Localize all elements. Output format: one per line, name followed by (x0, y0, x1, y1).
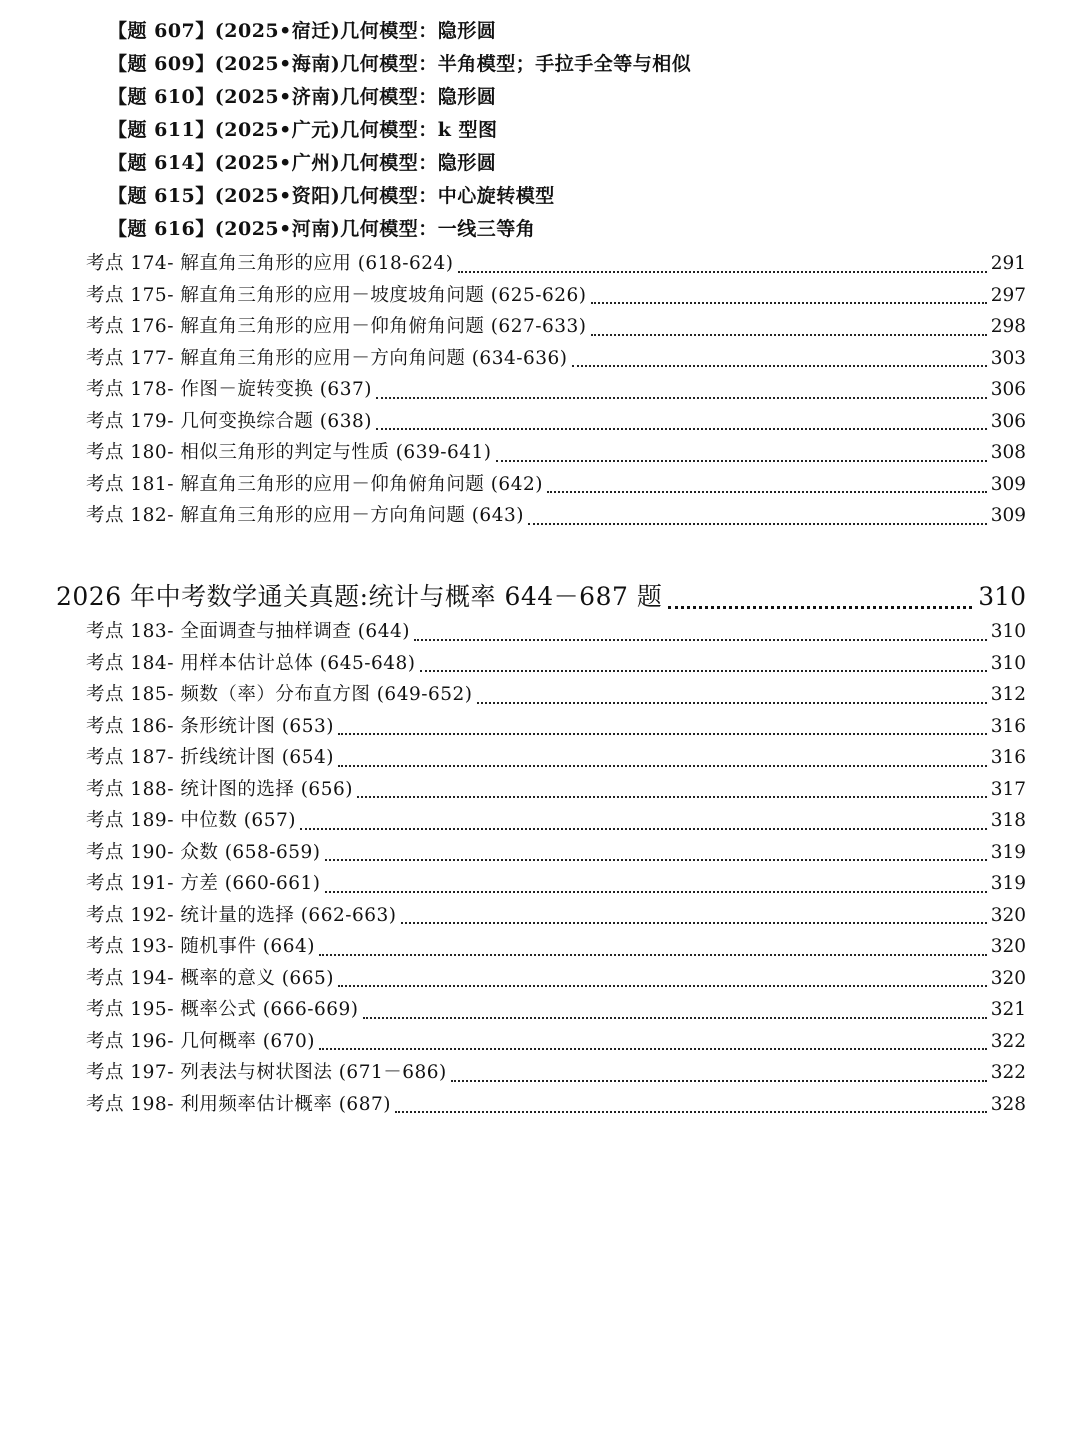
toc-entry-page: 322 (990, 1062, 1026, 1083)
problem-item: 【题 616】(2025•河南)几何模型：一线三等角 (108, 218, 536, 240)
toc-entry-title: 考点 190- 众数 (658-659) (86, 841, 321, 863)
toc-entry-page: 316 (990, 715, 1026, 737)
toc-entry[interactable] (86, 711, 1026, 743)
dot-leader (300, 828, 987, 830)
problem-item: 【题 611】(2025•广元)几何模型：k 型图 (108, 119, 498, 141)
toc-entry-title: 考点 175- 解直角三角形的应用－坡度坡角问题 (625-626) (86, 284, 587, 306)
toc-entry-page: 291 (990, 253, 1026, 274)
dot-leader (376, 397, 987, 399)
toc-entry-page: 298 (990, 316, 1026, 337)
problem-item: 【题 609】(2025•海南)几何模型：半角模型；手拉手全等与相似 (108, 53, 692, 75)
section-heading-statistics[interactable] (56, 578, 1026, 616)
toc-entry-page: 320 (990, 904, 1026, 926)
toc-entry[interactable] (86, 774, 1026, 806)
dot-leader (363, 1017, 987, 1019)
dot-leader (338, 985, 987, 987)
toc-entry[interactable] (86, 248, 1026, 280)
dot-leader (338, 765, 987, 767)
dot-leader (458, 271, 987, 273)
toc-entry-title: 考点 191- 方差 (660-661) (86, 873, 321, 894)
dot-leader (401, 922, 987, 924)
toc-entry-page: 319 (990, 841, 1026, 863)
toc-entry-title: 考点 184- 用样本估计总体 (645-648) (86, 652, 416, 674)
dot-leader (395, 1111, 987, 1113)
problem-list (108, 15, 808, 246)
dot-leader (451, 1080, 987, 1082)
toc-entry-title: 考点 189- 中位数 (657) (86, 810, 296, 831)
toc-entry-page: 322 (990, 1030, 1026, 1052)
dot-leader (376, 428, 987, 430)
toc-entry-title: 考点 176- 解直角三角形的应用－仰角俯角问题 (627-633) (86, 316, 587, 337)
toc-entry-page: 306 (990, 379, 1026, 400)
toc-entry[interactable] (86, 280, 1026, 312)
toc-entry-title: 考点 187- 折线统计图 (654) (86, 747, 334, 768)
toc-entry-title: 考点 174- 解直角三角形的应用 (618-624) (86, 253, 454, 274)
toc-entry[interactable] (86, 500, 1026, 532)
dot-leader (325, 891, 987, 893)
toc-entry-title: 考点 177- 解直角三角形的应用－方向角问题 (634-636) (86, 347, 568, 369)
toc-entry[interactable] (86, 648, 1026, 680)
toc-entry-title: 考点 178- 作图－旋转变换 (637) (86, 379, 372, 400)
dot-leader (338, 733, 987, 735)
toc-entry-title: 考点 193- 随机事件 (664) (86, 936, 315, 957)
toc-entry-title: 考点 188- 统计图的选择 (656) (86, 778, 353, 800)
dot-leader (547, 491, 987, 493)
toc-entry-page: 320 (990, 936, 1026, 957)
dot-leader (357, 796, 987, 798)
toc-entry-title: 考点 197- 列表法与树状图法 (671－686) (86, 1062, 447, 1083)
toc-entry[interactable] (86, 837, 1026, 869)
toc-entry[interactable] (86, 679, 1026, 711)
toc-entry-page: 319 (990, 873, 1026, 894)
toc-entry-page: 321 (990, 999, 1026, 1020)
toc-entry-title: 考点 186- 条形统计图 (653) (86, 715, 334, 737)
dot-leader (420, 670, 987, 672)
toc-entry-page: 318 (990, 810, 1026, 831)
toc-entry-title: 考点 194- 概率的意义 (665) (86, 967, 334, 989)
toc-entry-page: 317 (990, 778, 1026, 800)
dot-leader (572, 365, 987, 367)
toc-entry[interactable] (86, 1089, 1026, 1121)
problem-item: 【题 607】(2025•宿迁)几何模型：隐形圆 (108, 20, 497, 42)
toc-entry[interactable] (86, 374, 1026, 406)
toc-entry-page: 306 (990, 410, 1026, 432)
problem-item: 【题 614】(2025•广州)几何模型：隐形圆 (108, 152, 497, 174)
toc-entry-title: 考点 180- 相似三角形的判定与性质 (639-641) (86, 442, 492, 463)
toc-entry-page: 328 (990, 1093, 1026, 1115)
toc-entry-title: 考点 183- 全面调查与抽样调查 (644) (86, 621, 410, 642)
toc-entry-page: 316 (990, 747, 1026, 768)
toc-entry-page: 320 (990, 967, 1026, 989)
toc-entry[interactable] (86, 1057, 1026, 1089)
toc-entry-title: 考点 196- 几何概率 (670) (86, 1030, 315, 1052)
toc-entry[interactable] (86, 406, 1026, 438)
dot-leader (528, 523, 987, 525)
toc-entry-title: 考点 192- 统计量的选择 (662-663) (86, 904, 397, 926)
section-title: 2026 年中考数学通关真题:统计与概率 644－687 题 (56, 582, 663, 611)
toc-entry-page: 297 (990, 284, 1026, 306)
problem-item: 【题 615】(2025•资阳)几何模型：中心旋转模型 (108, 185, 555, 207)
dot-leader (325, 859, 987, 861)
toc-entry[interactable] (86, 963, 1026, 995)
toc-entry-page: 308 (990, 442, 1026, 463)
toc-entry[interactable] (86, 437, 1026, 469)
toc-entry[interactable] (86, 1026, 1026, 1058)
toc-entry[interactable] (86, 900, 1026, 932)
problem-item: 【题 610】(2025•济南)几何模型：隐形圆 (108, 86, 497, 108)
toc-list-geometry (86, 248, 1026, 532)
dot-leader (319, 1048, 987, 1050)
toc-entry-title: 考点 195- 概率公式 (666-669) (86, 999, 359, 1020)
toc-entry[interactable] (86, 931, 1026, 963)
toc-entry-title: 考点 179- 几何变换综合题 (638) (86, 410, 372, 432)
toc-entry-page: 312 (990, 684, 1026, 705)
dot-leader (591, 334, 987, 336)
toc-entry-page: 303 (990, 347, 1026, 369)
toc-entry-page: 310 (990, 652, 1026, 674)
dot-leader (319, 954, 987, 956)
toc-entry-title: 考点 181- 解直角三角形的应用－仰角俯角问题 (642) (86, 473, 543, 495)
section-page: 310 (978, 582, 1026, 611)
dot-leader (477, 702, 987, 704)
dot-leader (668, 606, 972, 609)
dot-leader (591, 302, 987, 304)
toc-entry[interactable] (86, 868, 1026, 900)
toc-entry-page: 309 (990, 505, 1026, 526)
toc-entry[interactable] (86, 469, 1026, 501)
toc-entry-title: 考点 185- 频数（率）分布直方图 (649-652) (86, 684, 473, 705)
toc-entry[interactable] (86, 343, 1026, 375)
dot-leader (414, 639, 987, 641)
dot-leader (496, 460, 987, 462)
toc-entry[interactable] (86, 616, 1026, 648)
toc-entry-page: 309 (990, 473, 1026, 495)
toc-entry[interactable] (86, 742, 1026, 774)
toc-entry-page: 310 (990, 621, 1026, 642)
toc-entry[interactable] (86, 805, 1026, 837)
toc-entry[interactable] (86, 311, 1026, 343)
toc-entry-title: 考点 182- 解直角三角形的应用－方向角问题 (643) (86, 505, 524, 526)
toc-entry-title: 考点 198- 利用频率估计概率 (687) (86, 1093, 391, 1115)
toc-entry[interactable] (86, 994, 1026, 1026)
toc-list-statistics (86, 616, 1026, 1120)
